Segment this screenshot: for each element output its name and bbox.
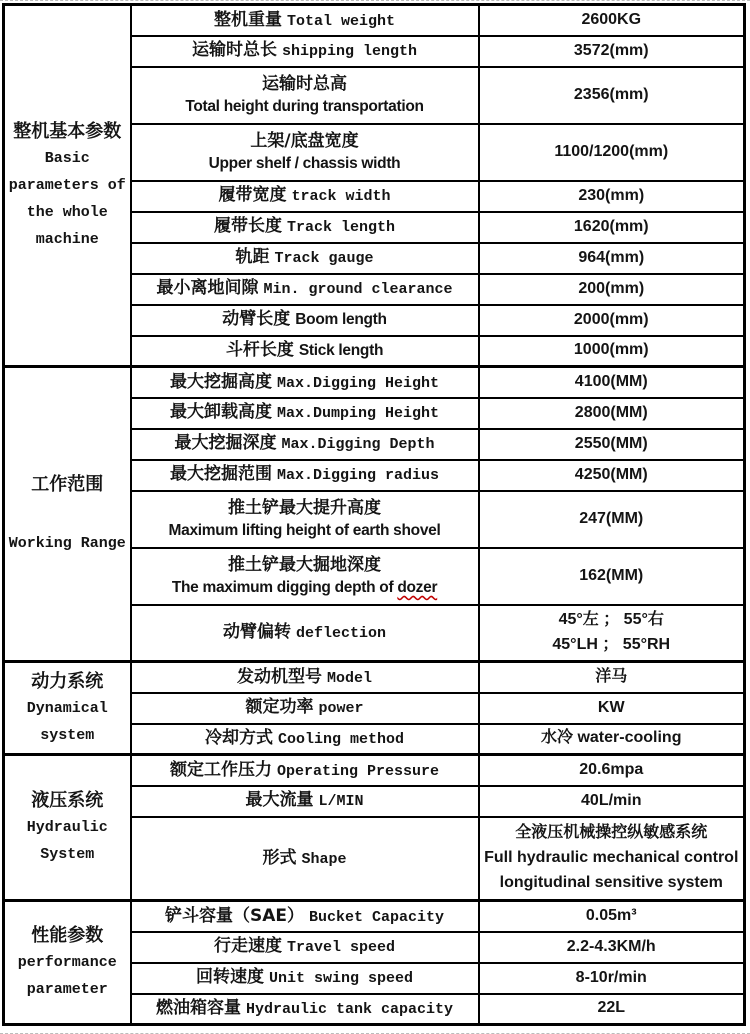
param-cell xyxy=(131,212,479,243)
spec-table xyxy=(2,3,746,1026)
param-line xyxy=(134,728,476,749)
param-cell xyxy=(131,605,479,662)
value-line: 2000(mm) xyxy=(573,310,649,328)
param-en-label: Unit swing speed xyxy=(268,970,414,988)
param-zh-label: 燃油箱容量 xyxy=(155,998,241,1019)
category-zh-label: 整机基本参数 xyxy=(13,121,122,142)
param-cell xyxy=(131,243,479,274)
value-line: 1100/1200(mm) xyxy=(554,142,669,160)
value-line: 2356(mm) xyxy=(573,85,649,103)
param-line xyxy=(134,247,476,268)
value-cell xyxy=(479,693,745,724)
param-line xyxy=(134,848,476,869)
value-line: 1000(mm) xyxy=(573,341,649,359)
param-en-label: Bucket Capacity xyxy=(308,908,445,926)
param-line xyxy=(134,498,476,519)
param-cell xyxy=(131,548,479,605)
param-en-label: power xyxy=(318,700,364,718)
param-line xyxy=(134,40,476,61)
param-line xyxy=(134,153,476,174)
param-cell xyxy=(131,460,479,491)
param-cell xyxy=(131,36,479,67)
param-zh-label: 动臂长度 xyxy=(222,309,291,330)
param-zh-label: 运输时总长 xyxy=(191,40,277,61)
param-zh-label: 铲斗容量（SAE） xyxy=(164,905,304,926)
param-en-label: Track gauge xyxy=(274,250,374,268)
category-en-line: System xyxy=(40,846,95,863)
param-cell xyxy=(131,932,479,963)
param-zh-label: 轨距 xyxy=(235,247,270,268)
misspelled-word-underline: dozer xyxy=(397,578,438,596)
param-line xyxy=(134,998,476,1019)
param-zh-label: 最大挖掘高度 xyxy=(169,371,272,392)
spec-row xyxy=(4,367,745,398)
value-cell xyxy=(479,817,745,901)
value-line: 230(mm) xyxy=(578,186,645,204)
category-en-line: Dynamical xyxy=(26,699,108,717)
param-zh-label: 最大挖掘深度 xyxy=(174,433,277,454)
param-en-label: Max.Digging Height xyxy=(276,374,440,392)
value-cell xyxy=(479,398,745,429)
param-en-label: Upper shelf / chassis width xyxy=(208,154,401,172)
param-zh-label: 履带长度 xyxy=(213,216,282,237)
param-zh-label: 回转速度 xyxy=(195,967,264,988)
category-zh-label: 工作范围 xyxy=(31,474,104,495)
value-line: KW xyxy=(597,698,625,716)
param-line xyxy=(134,464,476,485)
param-cell xyxy=(131,181,479,212)
param-zh-label: 动臂偏转 xyxy=(222,622,291,643)
category-en-line: system xyxy=(40,726,95,744)
param-en-label: Cooling method xyxy=(277,731,405,749)
param-zh-label: 形式 xyxy=(262,847,297,868)
param-en-label: Maximum lifting height of earth shovel xyxy=(168,521,441,539)
param-line xyxy=(134,309,476,330)
param-en-label: deflection xyxy=(295,625,386,643)
param-line xyxy=(134,340,476,361)
value-cell xyxy=(479,243,745,274)
param-zh-label: 运输时总高 xyxy=(262,73,347,94)
param-zh-label: 冷却方式 xyxy=(204,728,273,749)
param-en-label: Max.Dumping Height xyxy=(276,405,440,423)
value-line: 2550(MM) xyxy=(574,434,648,452)
param-line xyxy=(134,577,476,598)
param-zh-label: 推土铲最大掘地深度 xyxy=(228,554,381,575)
value-line: 4250(MM) xyxy=(574,465,648,483)
category-en-line: parameters of xyxy=(8,177,126,194)
category-en-line: the whole xyxy=(26,204,108,221)
value-cell xyxy=(479,994,745,1025)
param-en-label: Hydraulic tank capacity xyxy=(245,1001,454,1019)
value-line: 1620(mm) xyxy=(573,217,649,235)
param-line xyxy=(134,622,476,643)
value-line: 40L/min xyxy=(581,791,642,809)
param-cell xyxy=(131,693,479,724)
param-line xyxy=(134,760,476,781)
param-zh-label: 最大挖掘范围 xyxy=(169,464,272,485)
category-cell xyxy=(4,367,131,662)
category-en-line: parameter xyxy=(26,981,108,998)
value-cell xyxy=(479,724,745,755)
value-cell xyxy=(479,548,745,605)
param-zh-label: 最大卸载高度 xyxy=(169,402,272,423)
param-en-label: track width xyxy=(291,188,391,206)
value-cell xyxy=(479,932,745,963)
value-line: 247(MM) xyxy=(579,509,644,527)
param-en-label: Max.Digging radius xyxy=(276,467,440,485)
param-en-label: Track length xyxy=(286,219,396,237)
param-en-label: Total height during transportation xyxy=(185,97,424,115)
value-cell xyxy=(479,755,745,786)
param-zh-label: 额定工作压力 xyxy=(169,759,272,780)
value-line: 4100(MM) xyxy=(574,372,648,390)
value-line: 全液压机械操控纵敏感系统 xyxy=(515,824,708,842)
param-en-label: Max.Digging Depth xyxy=(281,436,435,454)
param-en-label: Min. ground clearance xyxy=(263,281,453,299)
param-line xyxy=(134,372,476,393)
value-line: 200(mm) xyxy=(578,279,645,297)
value-cell xyxy=(479,786,745,817)
value-cell xyxy=(479,5,745,36)
param-cell xyxy=(131,662,479,693)
value-cell xyxy=(479,460,745,491)
param-line xyxy=(134,96,476,117)
value-cell xyxy=(479,429,745,460)
category-en-line: performance xyxy=(17,954,117,971)
category-zh-label: 动力系统 xyxy=(31,670,104,692)
param-cell xyxy=(131,817,479,901)
category-zh-label: 液压系统 xyxy=(31,790,104,811)
value-line: 162(MM) xyxy=(579,566,644,584)
param-cell xyxy=(131,901,479,932)
value-line: 2600KG xyxy=(581,10,642,28)
param-cell xyxy=(131,398,479,429)
param-line xyxy=(134,433,476,454)
value-line: 3572(mm) xyxy=(573,41,649,59)
param-cell xyxy=(131,336,479,367)
category-cell xyxy=(4,901,131,1025)
param-cell xyxy=(131,491,479,548)
param-cell xyxy=(131,124,479,181)
param-line xyxy=(134,906,476,927)
param-en-label: shipping length xyxy=(281,43,418,61)
spec-row xyxy=(4,901,745,932)
param-zh-label: 推土铲最大提升高度 xyxy=(228,497,381,518)
value-line: Full hydraulic mechanical control xyxy=(484,848,739,866)
param-line xyxy=(134,697,476,718)
value-line: 964(mm) xyxy=(578,248,645,266)
param-line xyxy=(134,216,476,237)
value-cell xyxy=(479,274,745,305)
param-cell xyxy=(131,786,479,817)
value-cell xyxy=(479,336,745,367)
param-cell xyxy=(131,963,479,994)
value-cell xyxy=(479,305,745,336)
param-line xyxy=(134,131,476,152)
value-line: 2800(MM) xyxy=(574,403,648,421)
param-en-label: Boom length xyxy=(295,311,387,329)
param-line xyxy=(134,402,476,423)
category-cell xyxy=(4,755,131,901)
category-cell xyxy=(4,662,131,755)
param-en-label: Stick length xyxy=(298,342,384,360)
value-line: 水冷 water-cooling xyxy=(541,729,682,747)
param-line xyxy=(134,185,476,206)
spec-table-body xyxy=(4,5,745,1025)
param-en-label: L/MIN xyxy=(318,793,364,811)
value-cell xyxy=(479,963,745,994)
param-cell xyxy=(131,67,479,124)
value-cell xyxy=(479,901,745,932)
value-cell xyxy=(479,662,745,693)
value-line: 2.2-4.3KM/h xyxy=(566,937,656,955)
param-line xyxy=(134,790,476,811)
param-en-label: The maximum digging depth of xyxy=(171,578,398,596)
param-cell xyxy=(131,429,479,460)
param-zh-label: 上架/底盘宽度 xyxy=(250,130,359,151)
category-en-line: Working Range xyxy=(8,535,126,552)
category-zh-label: 性能参数 xyxy=(31,925,104,946)
param-zh-label: 额定功率 xyxy=(245,697,314,718)
param-zh-label: 最小离地间隙 xyxy=(156,278,259,299)
value-line: 8-10r/min xyxy=(575,968,647,986)
category-en-line: Hydraulic xyxy=(26,819,108,836)
param-line xyxy=(134,936,476,957)
param-cell xyxy=(131,367,479,398)
param-line xyxy=(134,520,476,541)
param-line xyxy=(134,74,476,95)
value-cell xyxy=(479,491,745,548)
value-cell xyxy=(479,605,745,662)
param-line xyxy=(134,555,476,576)
param-cell xyxy=(131,5,479,36)
value-cell xyxy=(479,212,745,243)
param-zh-label: 行走速度 xyxy=(213,936,282,957)
value-cell xyxy=(479,181,745,212)
param-en-label: Model xyxy=(326,669,372,687)
param-line xyxy=(134,667,476,688)
param-cell xyxy=(131,994,479,1025)
category-en-line: machine xyxy=(35,231,99,248)
spec-row xyxy=(4,662,745,693)
spec-row xyxy=(4,5,745,36)
spec-row xyxy=(4,755,745,786)
category-en-line: Basic xyxy=(44,150,90,167)
param-en-label: Total weight xyxy=(286,12,396,30)
param-line xyxy=(134,967,476,988)
value-line: 0.05m³ xyxy=(585,906,637,924)
value-line: 45°LH ； 55°RH xyxy=(552,635,671,653)
category-cell xyxy=(4,5,131,367)
value-line: 20.6mpa xyxy=(579,760,644,778)
value-cell xyxy=(479,124,745,181)
param-cell xyxy=(131,274,479,305)
value-line: 22L xyxy=(597,999,626,1017)
value-cell xyxy=(479,36,745,67)
value-line: 45°左 ； 55°右 xyxy=(558,610,664,628)
param-en-label: Travel speed xyxy=(286,939,396,957)
param-cell xyxy=(131,724,479,755)
param-line xyxy=(134,10,476,31)
param-line xyxy=(134,278,476,299)
value-line: 洋马 xyxy=(595,667,628,685)
param-zh-label: 最大流量 xyxy=(245,790,314,811)
param-en-label: Operating Pressure xyxy=(276,762,440,780)
value-line: longitudinal sensitive system xyxy=(499,873,723,891)
value-cell xyxy=(479,367,745,398)
param-zh-label: 整机重量 xyxy=(213,9,282,30)
param-zh-label: 履带宽度 xyxy=(218,185,287,206)
param-zh-label: 发动机型号 xyxy=(236,666,322,687)
param-cell xyxy=(131,305,479,336)
param-zh-label: 斗杆长度 xyxy=(225,340,294,361)
param-en-label: Shape xyxy=(301,850,347,868)
param-cell xyxy=(131,755,479,786)
value-cell xyxy=(479,67,745,124)
